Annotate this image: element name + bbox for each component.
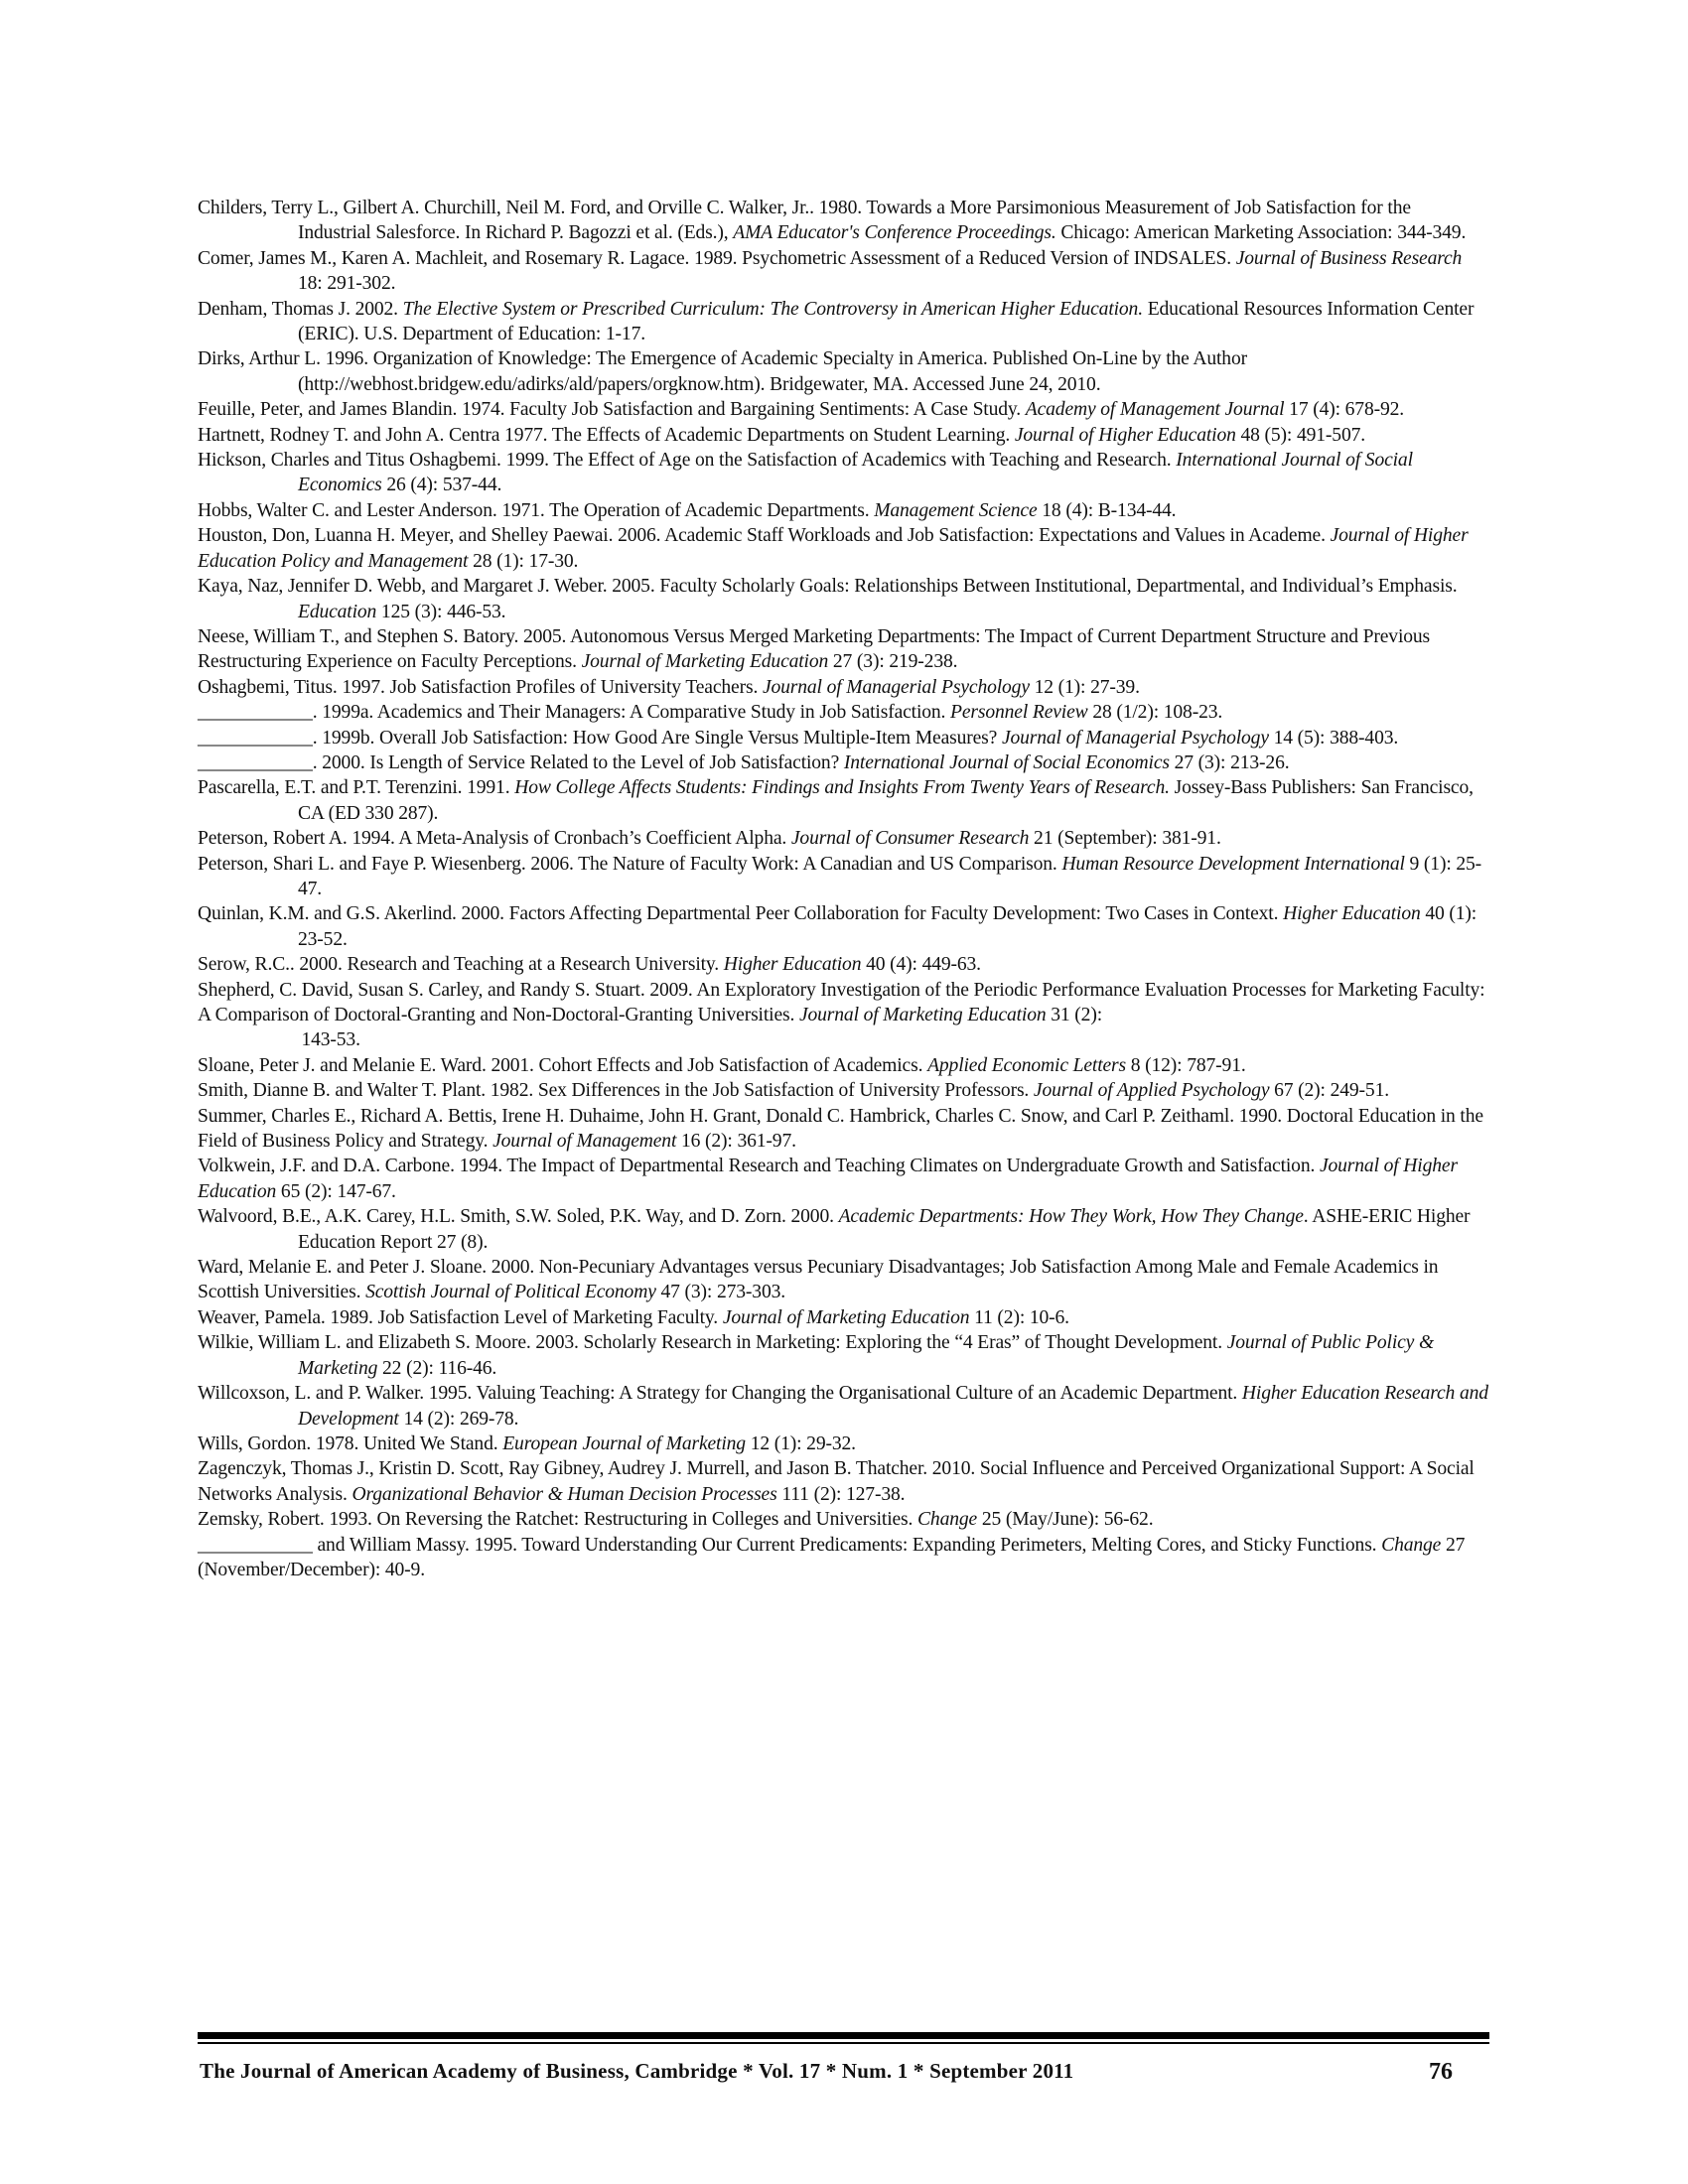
- reference-entry: [198, 1432, 1488, 1456]
- reference-text: 28 (1/2): 108-23.: [1087, 702, 1223, 724]
- reference-text: Hobbs, Walter C. and Lester Anderson. 1971. The Operation of Academic Departments.: [198, 499, 875, 521]
- reference-text: Summer, Charles E., Richard A. Bettis, Irene H. Duhaime, John H. Grant, Donald C. Hambrick, Charles C. Snow, and Carl P. Zeithaml. 1990. Doctoral Education in the Field of Business Policy and Strategy.: [198, 1105, 1483, 1153]
- reference-source-title: Higher Education Research and Development: [298, 1383, 1488, 1430]
- reference-source-title: International Journal of Social Economics: [298, 450, 1413, 496]
- reference-text: 111 (2): 127-38.: [776, 1483, 906, 1505]
- reference-text: 40 (1): 23-52.: [298, 903, 1477, 950]
- reference-text: 12 (1): 29-32.: [745, 1433, 856, 1454]
- reference-entry: [198, 498, 1488, 523]
- reference-text: Wills, Gordon. 1978. United We Stand.: [198, 1433, 503, 1454]
- reference-entry: [198, 1533, 1488, 1583]
- reference-source-title: The Elective System or Prescribed Curriculum: The Controversy in American Higher Education.: [402, 298, 1143, 320]
- reference-text: ____________. 1999b. Overall Job Satisfaction: How Good Are Single Versus Multiple-Item Measures?: [198, 727, 1002, 749]
- reference-source-title: Journal of Management: [492, 1131, 677, 1153]
- reference-entry: [198, 775, 1488, 826]
- reference-text: Wilkie, William L. and Elizabeth S. Moore. 2003. Scholarly Research in Marketing: Exploring the “4 Eras” of Thought Development.: [198, 1332, 1227, 1354]
- reference-source-title: Journal of Higher Education: [1014, 424, 1236, 446]
- reference-entry: [198, 700, 1488, 725]
- reference-entry: [198, 1456, 1488, 1507]
- reference-text: 65 (2): 147-67.: [276, 1180, 396, 1202]
- reference-entry: [198, 952, 1488, 977]
- footer-rule: [198, 2032, 1489, 2039]
- reference-text: Feuille, Peter, and James Blandin. 1974. Faculty Job Satisfaction and Bargaining Sentiments: A Case Study.: [198, 399, 1026, 421]
- reference-source-title: AMA Educator's Conference Proceedings.: [733, 222, 1056, 244]
- reference-entry: [198, 901, 1488, 952]
- reference-text: 14 (5): 388-403.: [1268, 727, 1399, 749]
- reference-text: Childers, Terry L., Gilbert A. Churchill, Neil M. Ford, and Orville C. Walker, Jr.. 1980. Towards a More Parsimonious Measurement of Job Satisfaction for the Industrial Salesforce. In Richard P. Bagozzi et al. (Eds.),: [198, 198, 1411, 244]
- reference-text: 40 (4): 449-63.: [861, 954, 981, 976]
- reference-list: [198, 196, 1488, 1582]
- reference-text: Zemsky, Robert. 1993. On Reversing the Ratchet: Restructuring in Colleges and Universities.: [198, 1509, 918, 1531]
- reference-source-title: Journal of Marketing Education: [798, 1005, 1047, 1025]
- reference-text: 143-53.: [198, 1029, 360, 1051]
- page-number: 76: [1429, 2059, 1453, 2085]
- reference-source-title: Human Resource Development International: [1061, 853, 1405, 875]
- reference-text: Sloane, Peter J. and Melanie E. Ward. 2001. Cohort Effects and Job Satisfaction of Academics.: [198, 1054, 928, 1076]
- reference-text: 17 (4): 678-92.: [1284, 399, 1405, 421]
- reference-text: Oshagbemi, Titus. 1997. Job Satisfaction Profiles of University Teachers.: [198, 676, 763, 698]
- reference-text: Dirks, Arthur L. 1996. Organization of Knowledge: The Emergence of Academic Specialty in America. Published On-Line by the Author (http://webhost.bridgew.edu/adirks/ald/papers/orgknow.htm). Bridgewater, MA. Accessed June 24, 2010.: [198, 348, 1247, 395]
- reference-text: Houston, Don, Luanna H. Meyer, and Shelley Paewai. 2006. Academic Staff Workloads and Job Satisfaction: Expectations and Values in Academe.: [198, 525, 1331, 547]
- reference-text: 31 (2):: [1046, 1005, 1102, 1025]
- reference-text: 125 (3): 446-53.: [376, 601, 506, 622]
- reference-text: Kaya, Naz, Jennifer D. Webb, and Margaret J. Weber. 2005. Faculty Scholarly Goals: Relationships Between Institutional, Departmental, and Individual’s Emphasis.: [198, 576, 1458, 598]
- reference-source-title: Journal of Business Research: [1235, 247, 1463, 269]
- reference-text: Hickson, Charles and Titus Oshagbemi. 1999. The Effect of Age on the Satisfaction of Academics with Teaching and Research.: [198, 450, 1177, 472]
- reference-entry: [198, 1154, 1488, 1204]
- reference-entry: [198, 397, 1488, 422]
- reference-text: 9 (1): 25-47.: [298, 853, 1482, 899]
- reference-source-title: Academic Departments: How They Work, How They Change: [838, 1206, 1304, 1228]
- reference-source-title: Higher Education: [723, 954, 862, 976]
- reference-entry: [198, 852, 1488, 902]
- reference-entry: [198, 1104, 1488, 1155]
- reference-text: Pascarella, E.T. and P.T. Terenzini. 1991.: [198, 777, 515, 799]
- reference-source-title: International Journal of Social Economics: [843, 751, 1170, 773]
- reference-source-title: European Journal of Marketing: [502, 1433, 746, 1454]
- reference-text: Walvoord, B.E., A.K. Carey, H.L. Smith, S.W. Soled, P.K. Way, and D. Zorn. 2000.: [198, 1206, 839, 1228]
- reference-text: ____________ and William Massy. 1995. Toward Understanding Our Current Predicaments: Expanding Perimeters, Melting Cores, and Sticky Functions.: [198, 1534, 1382, 1556]
- reference-text: 11 (2): 10-6.: [969, 1306, 1069, 1328]
- reference-entry: [198, 624, 1488, 675]
- reference-text: 67 (2): 249-51.: [1269, 1080, 1389, 1102]
- reference-text: Weaver, Pamela. 1989. Job Satisfaction Level of Marketing Faculty.: [198, 1306, 723, 1328]
- reference-text: 25 (May/June): 56-62.: [977, 1509, 1154, 1531]
- reference-entry: [198, 1255, 1488, 1305]
- reference-entry: [198, 1507, 1488, 1532]
- reference-text: 26 (4): 537-44.: [381, 475, 502, 496]
- reference-text: Chicago: American Marketing Association: 344-349.: [1055, 222, 1467, 244]
- reference-text: Neese, William T., and Stephen S. Batory. 2005. Autonomous Versus Merged Marketing Departments: The Impact of Current Department Structure and Previous Restructuring Experience on Faculty Perceptions.: [198, 625, 1431, 673]
- reference-text: Comer, James M., Karen A. Machleit, and Rosemary R. Lagace. 1989. Psychometric Assessment of a Reduced Version of INDSALES.: [198, 247, 1236, 269]
- reference-text: 27 (November/December): 40-9.: [198, 1534, 1466, 1580]
- reference-text: Zagenczyk, Thomas J., Kristin D. Scott, Ray Gibney, Audrey J. Murrell, and Jason B. Thatcher. 2010. Social Influence and Perceived Organizational Support: A Social Networks Analysis.: [198, 1458, 1475, 1505]
- journal-citation: The Journal of American Academy of Business, Cambridge * Vol. 17 * Num. 1 * September 2011: [200, 2059, 1074, 2083]
- reference-entry: [198, 423, 1488, 448]
- reference-entry: [198, 1053, 1488, 1078]
- reference-text: Volkwein, J.F. and D.A. Carbone. 1994. The Impact of Departmental Research and Teaching Climates on Undergraduate Growth and Satisfaction.: [198, 1156, 1320, 1177]
- reference-text: 18: 291-302.: [298, 273, 396, 295]
- reference-entry: [198, 574, 1488, 624]
- reference-text: 8 (12): 787-91.: [1126, 1054, 1246, 1076]
- page-footer: [200, 2059, 1489, 2095]
- reference-text: 18 (4): B-134-44.: [1037, 499, 1177, 521]
- reference-text: Jossey-Bass Publishers: San Francisco, CA (ED 330 287).: [298, 777, 1474, 824]
- reference-source-title: Journal of Managerial Psychology: [1001, 727, 1269, 749]
- reference-entry: [198, 346, 1488, 397]
- reference-text: 27 (3): 213-26.: [1169, 751, 1290, 773]
- reference-entry: [198, 1381, 1488, 1432]
- reference-text: ____________. 2000. Is Length of Service Related to the Level of Job Satisfaction?: [198, 751, 844, 773]
- reference-text: Smith, Dianne B. and Walter T. Plant. 1982. Sex Differences in the Job Satisfaction of University Professors.: [198, 1080, 1034, 1102]
- reference-entry: [198, 826, 1488, 851]
- reference-text: Serow, R.C.. 2000. Research and Teaching at a Research University.: [198, 954, 724, 976]
- footer-rule-thin: [198, 2042, 1489, 2044]
- reference-source-title: Academy of Management Journal: [1025, 399, 1285, 421]
- reference-text: 22 (2): 116-46.: [377, 1357, 497, 1379]
- reference-text: 21 (September): 381-91.: [1029, 828, 1221, 850]
- reference-source-title: Higher Education: [1283, 903, 1421, 925]
- reference-entry: [198, 523, 1488, 574]
- reference-source-title: Journal of Higher Education Policy and Management: [198, 525, 1469, 572]
- reference-text: 28 (1): 17-30.: [468, 550, 579, 572]
- reference-text: Educational Resources Information Center (ERIC). U.S. Department of Education: 1-17.: [298, 298, 1475, 345]
- reference-text: Shepherd, C. David, Susan S. Carley, and Randy S. Stuart. 2009. An Exploratory Investigation of the Periodic Performance Evaluation Processes for Marketing Faculty: A Comparison of Doctoral-Granting and Non-Doctoral-Granting Universities.: [198, 979, 1485, 1025]
- reference-source-title: Scottish Journal of Political Economy: [365, 1282, 656, 1303]
- reference-text: Ward, Melanie E. and Peter J. Sloane. 2000. Non-Pecuniary Advantages versus Pecuniary Disadvantages; Job Satisfaction Among Male and Female Academics in Scottish Universities.: [198, 1257, 1439, 1303]
- reference-source-title: Journal of Managerial Psychology: [762, 676, 1030, 698]
- reference-source-title: Journal of Marketing Education: [722, 1306, 970, 1328]
- reference-source-title: Journal of Consumer Research: [790, 828, 1030, 850]
- reference-source-title: Management Science: [874, 499, 1038, 521]
- reference-text: 12 (1): 27-39.: [1029, 676, 1140, 698]
- reference-entry: [198, 297, 1488, 347]
- reference-text: Hartnett, Rodney T. and John A. Centra 1977. The Effects of Academic Departments on Student Learning.: [198, 424, 1015, 446]
- reference-source-title: Journal of Public Policy & Marketing: [298, 1332, 1435, 1379]
- reference-source-title: Personnel Review: [950, 702, 1088, 724]
- reference-text: . ASHE-ERIC Higher Education Report 27 (8).: [298, 1206, 1471, 1253]
- reference-text: ____________. 1999a. Academics and Their Managers: A Comparative Study in Job Satisfaction.: [198, 702, 951, 724]
- reference-source-title: Organizational Behavior & Human Decision Processes: [352, 1483, 777, 1505]
- reference-source-title: Change: [1381, 1534, 1442, 1556]
- reference-entry: [198, 1330, 1488, 1381]
- reference-entry: [198, 726, 1488, 751]
- reference-source-title: Change: [917, 1509, 978, 1531]
- reference-source-title: Education: [298, 601, 377, 622]
- reference-text: 47 (3): 273-303.: [655, 1282, 785, 1303]
- reference-text: Peterson, Robert A. 1994. A Meta-Analysis of Cronbach’s Coefficient Alpha.: [198, 828, 791, 850]
- reference-entry: [198, 1078, 1488, 1103]
- reference-entry: [198, 978, 1488, 1028]
- reference-entry: [198, 1305, 1488, 1330]
- reference-entry: [198, 1027, 1488, 1052]
- reference-entry: [198, 448, 1488, 498]
- reference-entry: [198, 751, 1488, 775]
- reference-text: Quinlan, K.M. and G.S. Akerlind. 2000. Factors Affecting Departmental Peer Collaboration for Faculty Development: Two Cases in Context.: [198, 903, 1284, 925]
- reference-text: Willcoxson, L. and P. Walker. 1995. Valuing Teaching: A Strategy for Changing the Organisational Culture of an Academic Department.: [198, 1383, 1242, 1405]
- reference-text: Denham, Thomas J. 2002.: [198, 298, 403, 320]
- reference-text: 27 (3): 219-238.: [828, 651, 958, 673]
- reference-text: 14 (2): 269-78.: [398, 1408, 519, 1430]
- reference-entry: [198, 1204, 1488, 1255]
- reference-source-title: Journal of Marketing Education: [581, 651, 829, 673]
- reference-text: 16 (2): 361-97.: [676, 1131, 796, 1153]
- reference-entry: [198, 675, 1488, 700]
- reference-text: 48 (5): 491-507.: [1235, 424, 1365, 446]
- reference-source-title: Journal of Applied Psychology: [1033, 1080, 1270, 1102]
- reference-source-title: Journal of Higher Education: [198, 1156, 1458, 1202]
- reference-text: Peterson, Shari L. and Faye P. Wiesenberg. 2006. The Nature of Faculty Work: A Canadian and US Comparison.: [198, 853, 1062, 875]
- reference-entry: [198, 246, 1488, 297]
- reference-entry: [198, 196, 1488, 246]
- reference-source-title: How College Affects Students: Findings and Insights From Twenty Years of Research.: [514, 777, 1170, 799]
- reference-source-title: Applied Economic Letters: [927, 1054, 1126, 1076]
